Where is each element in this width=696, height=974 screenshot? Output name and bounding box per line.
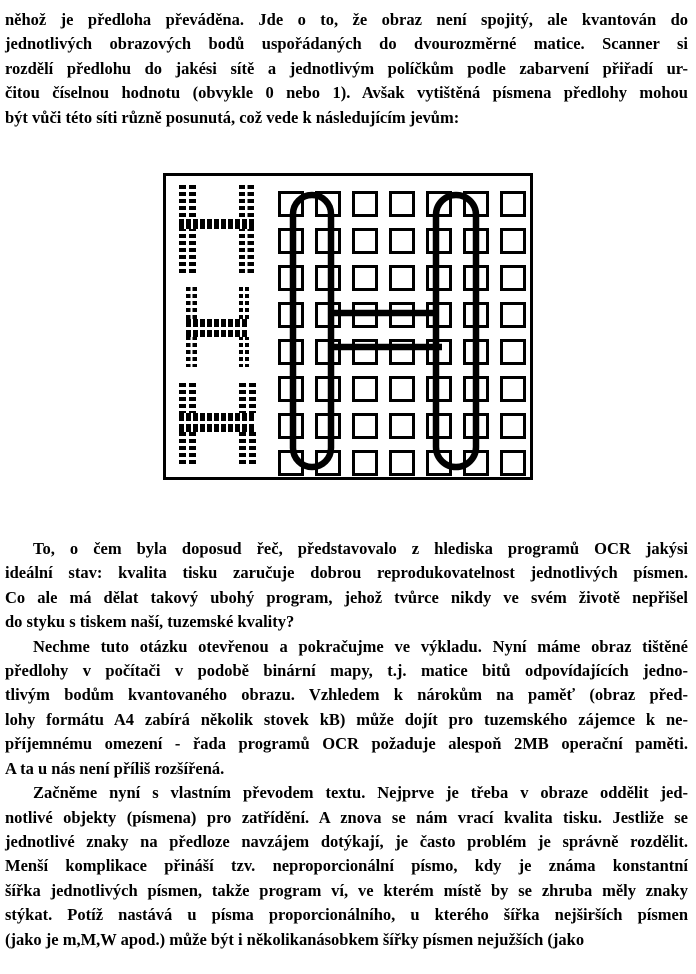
grid-cell [278, 450, 304, 476]
grid-cell [315, 450, 341, 476]
text-line: lohy formátu A4 zabírá několik stovek kB) může dojít pro tuzemského zájemce k ne- [5, 709, 688, 729]
text-line: To, o čem byla doposud řeč, představovalo z hlediska programů OCR jakýsi [33, 539, 688, 559]
grid-cell [389, 339, 415, 365]
grid-cell [426, 191, 452, 217]
grid-cell [315, 302, 341, 328]
text-line: předlohy v počítači v podobě binární mapy, t.j. matice bitů odpovídajících jedno- [5, 661, 688, 681]
printed-letter-H-1 [179, 185, 254, 273]
grid-cell [426, 339, 452, 365]
grid-cell [500, 191, 526, 217]
text-line: stýkat. Potíž nastává u písma proporcionálního, u kterého šířka nejširších písmen [5, 905, 688, 925]
grid-cell [500, 339, 526, 365]
letter-stroke [179, 185, 196, 273]
text-line: být vůči této síti různě posunutá, což vede k následujícím jevům: [5, 107, 460, 127]
grid-cell [426, 376, 452, 402]
text-line: jednotlivých obrazových bodů uspořádaných do dvourozměrné matice. Scanner si [5, 34, 688, 54]
quantization-figure [163, 173, 533, 480]
text-line: ideální stav: kvalita tisku zaručuje dobrou reprodukovatelnost jednotlivých písmen. [5, 563, 688, 583]
grid-cell [278, 302, 304, 328]
grid-cell [278, 265, 304, 291]
grid-cell [278, 413, 304, 439]
paragraph [5, 537, 688, 635]
grid-cell [500, 302, 526, 328]
text-line: Menší komplikace přináší tzv. neproporcionální písmo, kdy je známa konstantní [5, 856, 688, 876]
grid-cell [463, 450, 489, 476]
grid-cell [278, 191, 304, 217]
grid-cell [352, 450, 378, 476]
grid-cell [463, 413, 489, 439]
grid-cell [389, 265, 415, 291]
grid-cell [389, 228, 415, 254]
letter-crossbar [179, 413, 256, 432]
grid-cell [463, 302, 489, 328]
sampling-grid [278, 191, 526, 476]
grid-cell [315, 376, 341, 402]
paragraph [5, 635, 688, 781]
letter-crossbar [179, 219, 254, 229]
grid-cell [315, 339, 341, 365]
text-line: rozdělí předlohu do jakési sítě a jednotlivým políčkům podle zabarvení přiřadí ur- [5, 58, 688, 78]
grid-cell [463, 191, 489, 217]
text-line: šířka jednotlivých písmen, takže program ví, ve kterém místě by se zhruba měly znaky [5, 880, 688, 900]
printed-letter-H-2 [186, 287, 249, 367]
printed-letter-H-3 [179, 383, 256, 467]
grid-cell [426, 228, 452, 254]
grid-cell [315, 228, 341, 254]
text-line: tlivým bodům kvantovaného obrazu. Vzhledem k nárokům na paměť (obraz před- [5, 685, 688, 705]
text-line: A ta u nás není příliš rozšířená. [5, 758, 225, 778]
text-line: něhož je předloha převáděna. Jde o to, že obraz není spojitý, ale kvantován do [5, 10, 688, 29]
grid-cell [278, 376, 304, 402]
grid-cell [500, 228, 526, 254]
grid-cell [426, 450, 452, 476]
grid-cell [389, 413, 415, 439]
grid-cell [463, 265, 489, 291]
text-line: čitou číselnou hodnotu (obvykle 0 nebo 1). Avšak vytištěná písmena předlohy mohou [5, 83, 688, 103]
grid-cell [426, 302, 452, 328]
grid-cell [352, 228, 378, 254]
grid-cell [389, 376, 415, 402]
grid-cell [500, 413, 526, 439]
grid-cell [315, 265, 341, 291]
grid-cell [352, 413, 378, 439]
grid-cell [315, 413, 341, 439]
grid-cell [500, 376, 526, 402]
paragraph [5, 781, 688, 952]
text-line: Co ale má dělat takový ubohý program, jehož tvůrce nikdy ve svém životě nepřišel [5, 587, 688, 607]
grid-cell [352, 376, 378, 402]
grid-cell [463, 228, 489, 254]
grid-cell [426, 265, 452, 291]
grid-cell [463, 376, 489, 402]
grid-cell [352, 339, 378, 365]
grid-cell [389, 191, 415, 217]
grid-cell [463, 339, 489, 365]
grid-cell [500, 265, 526, 291]
text-line: Začněme nyní s vlastním převodem textu. Nejprve je třeba v obraze oddělit jed- [33, 783, 688, 803]
grid-cell [278, 339, 304, 365]
grid-cell [389, 302, 415, 328]
text-line: notlivé objekty (písmena) pro zatřídění. A znova se nám vrací kvalita tisku. Jestliže se [5, 807, 688, 827]
grid-cell [315, 191, 341, 217]
grid-cell [278, 228, 304, 254]
text-line: jednotlivé znaky na předloze navzájem dotýkají, je často problém je správně rozdělit. [5, 831, 688, 851]
grid-cell [500, 450, 526, 476]
grid-cell [352, 191, 378, 217]
text-line: do styku s tiskem naší, tuzemské kvality? [5, 612, 295, 632]
grid-cell [426, 413, 452, 439]
grid-cell [389, 450, 415, 476]
letter-stroke [239, 185, 254, 273]
paragraph [5, 8, 688, 130]
text-line: příjemnému omezení - řada programů OCR požaduje alespoň 2MB operační paměti. [5, 734, 688, 754]
text-line: (jako je m,M,W apod.) může být i několikanásobkem šířky písmen nejužších (jako [5, 929, 585, 949]
grid-cell [352, 302, 378, 328]
text-line: Nechme tuto otázku otevřenou a pokračujme ve výkladu. Nyní máme obraz tištěné [33, 636, 688, 656]
grid-cell [352, 265, 378, 291]
letter-crossbar [186, 319, 249, 337]
